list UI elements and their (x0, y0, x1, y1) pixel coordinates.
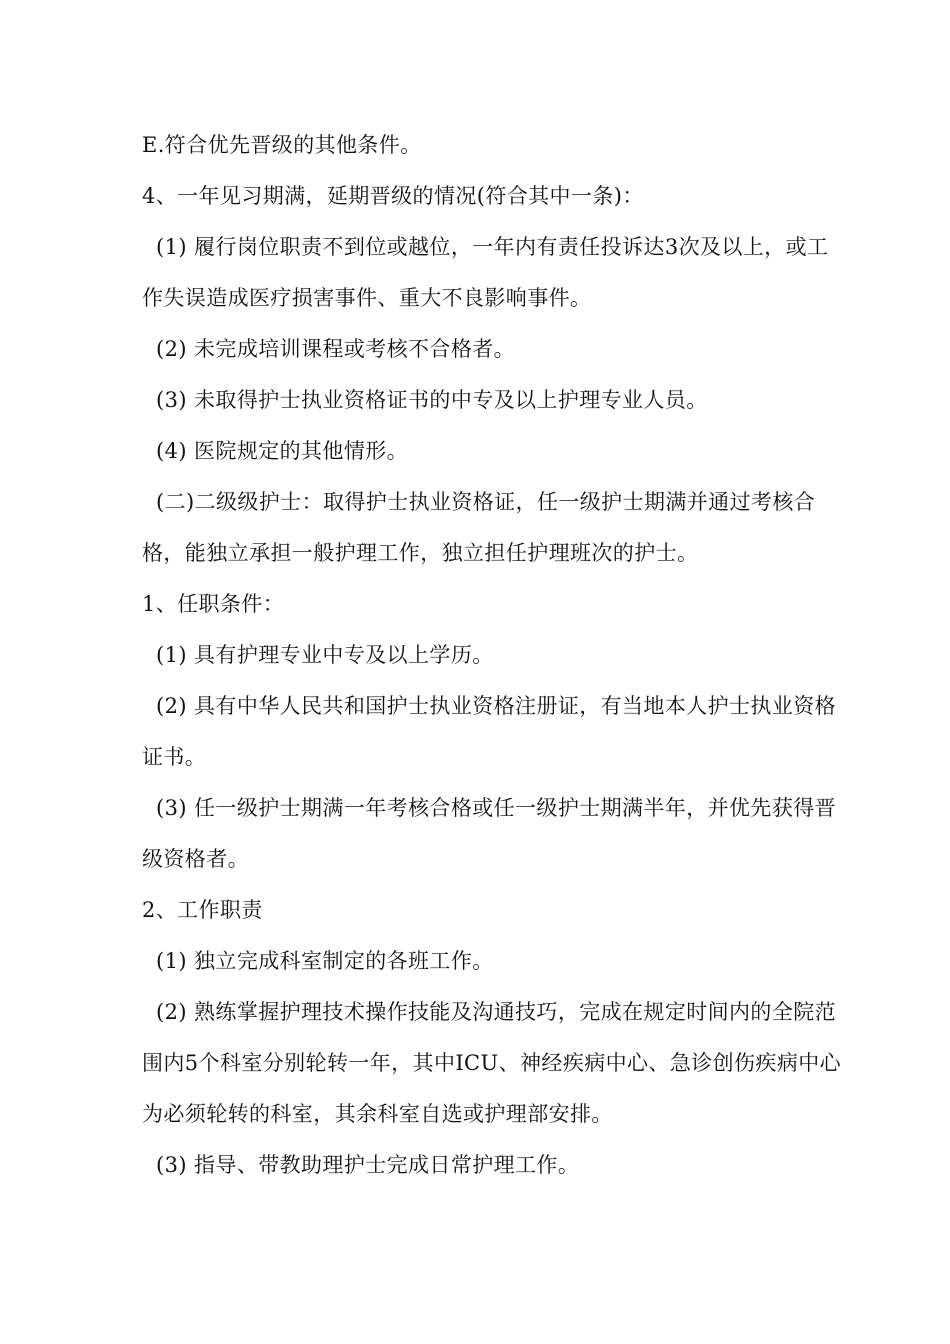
paragraph: (2) 具有中华人民共和国护士执业资格注册证，有当地本人护士执业资格证书。 (142, 694, 837, 769)
paragraph: (1) 履行岗位职责不到位或越位，一年内有责任投诉达3次及以上，或工作失误造成医疗损害事件、重大不良影响事件。 (142, 235, 829, 310)
paragraph: (2) 未完成培训课程或考核不合格者。 (156, 337, 516, 361)
paragraph: (1) 具有护理专业中专及以上学历。 (156, 643, 494, 667)
paragraph: (3) 任一级护士期满一年考核合格或任一级护士期满半年，并优先获得晋级资格者。 (142, 796, 837, 871)
paragraph: 2、工作职责 (142, 898, 263, 922)
paragraph: 4、一年见习期满，延期晋级的情况(符合其中一条)： (142, 184, 644, 208)
paragraph: (1) 独立完成科室制定的各班工作。 (156, 949, 494, 973)
paragraph: (二)二级级护士：取得护士执业资格证，任一级护士期满并通过考核合格，能独立承担一般护理工作，独立担任护理班次的护士。 (142, 490, 816, 565)
paragraph: (2) 熟练掌握护理技术操作技能及沟通技巧，完成在规定时间内的全院范围内5个科室分别轮转一年，其中ICU、神经疾病中心、急诊创伤疾病中心为必须轮转的科室，其余科室自选或护理部安排。 (142, 1000, 842, 1126)
paragraph: (4) 医院规定的其他情形。 (156, 439, 409, 463)
paragraph: (3) 指导、带教助理护士完成日常护理工作。 (156, 1153, 580, 1177)
paragraph: E.符合优先晋级的其他条件。 (142, 133, 422, 157)
paragraph: 1、任职条件： (142, 592, 285, 616)
paragraph: (3) 未取得护士执业资格证书的中专及以上护理专业人员。 (156, 388, 708, 412)
document-body (142, 120, 848, 1191)
